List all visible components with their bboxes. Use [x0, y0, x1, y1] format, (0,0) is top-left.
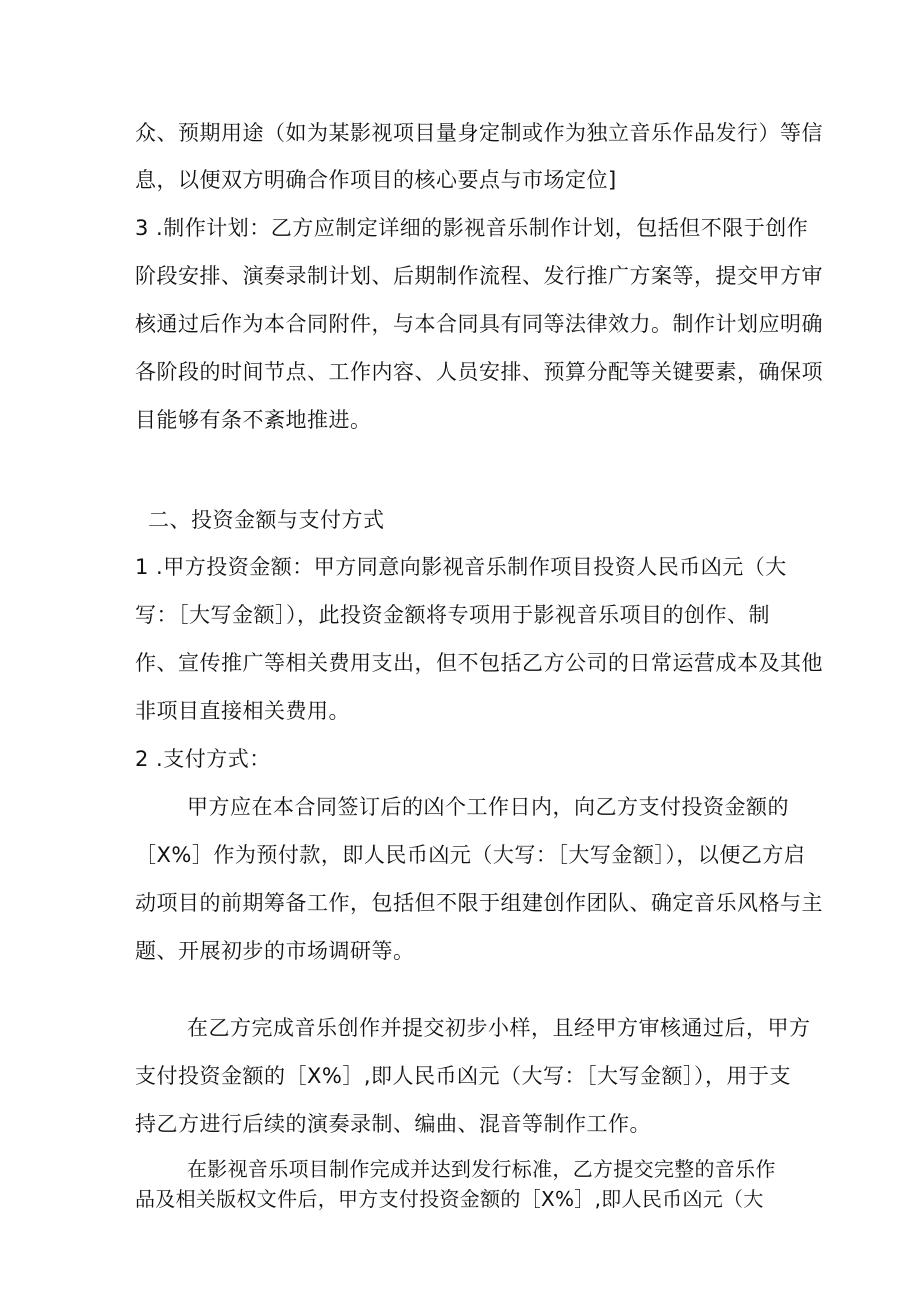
section-heading: 二、投资金额与支付方式	[148, 508, 385, 532]
text-line: 众、预期用途（如为某影视项目量身定制或作为独立音乐作品发行）等信	[135, 121, 823, 145]
text-line: 各阶段的时间节点、工作内容、人员安排、预算分配等关键要素，确保项	[135, 360, 823, 384]
text-line: 作、宣传推广等相关费用支出，但不包括乙方公司的日常运营成本及其他	[135, 651, 823, 675]
text-line: 动项目的前期筹备工作，包括但不限于组建创作团队、确定音乐风格与主	[135, 891, 823, 915]
text-line: ［X%］作为预付款，即人民币凶元（大写：［大写金额］），以便乙方启	[135, 843, 806, 867]
text-line: 3 .制作计划：乙方应制定详细的影视音乐制作计划，包括但不限于创作	[135, 216, 809, 240]
text-line: 甲方应在本合同签订后的凶个工作日内，向乙方支付投资金额的	[187, 795, 789, 819]
text-line: 阶段安排、演奏录制计划、后期制作流程、发行推广方案等，提交甲方审	[135, 264, 823, 288]
text-line: 2 .支付方式：	[135, 747, 271, 771]
text-line: 品及相关版权文件后，甲方支付投资金额的［X%］,即人民币凶元（大	[135, 1187, 764, 1211]
text-line: 1 .甲方投资金额：甲方同意向影视音乐制作项目投资人民币凶元（大	[135, 555, 787, 579]
text-line: 核通过后作为本合同附件，与本合同具有同等法律效力。制作计划应明确	[135, 312, 823, 336]
text-line: 写：［大写金额］），此投资金额将专项用于影视音乐项目的创作、制	[135, 603, 770, 627]
text-line: 目能够有条不紊地推进。	[135, 408, 372, 432]
text-line: 在影视音乐项目制作完成并达到发行标准，乙方提交完整的音乐作	[187, 1157, 776, 1181]
text-line: 息，以便双方明确合作项目的核心要点与市场定位]	[135, 168, 617, 192]
text-line: 非项目直接相关费用。	[135, 699, 350, 723]
text-line: 持乙方进行后续的演奏录制、编曲、混音等制作工作。	[135, 1112, 651, 1136]
text-line: 在乙方完成音乐创作并提交初步小样，且经甲方审核通过后，甲方	[187, 1016, 811, 1040]
text-line: 支付投资金额的［X%］,即人民币凶元（大写：［大写金额］），用于支	[135, 1064, 792, 1088]
text-line: 题、开展初步的市场调研等。	[135, 939, 415, 963]
